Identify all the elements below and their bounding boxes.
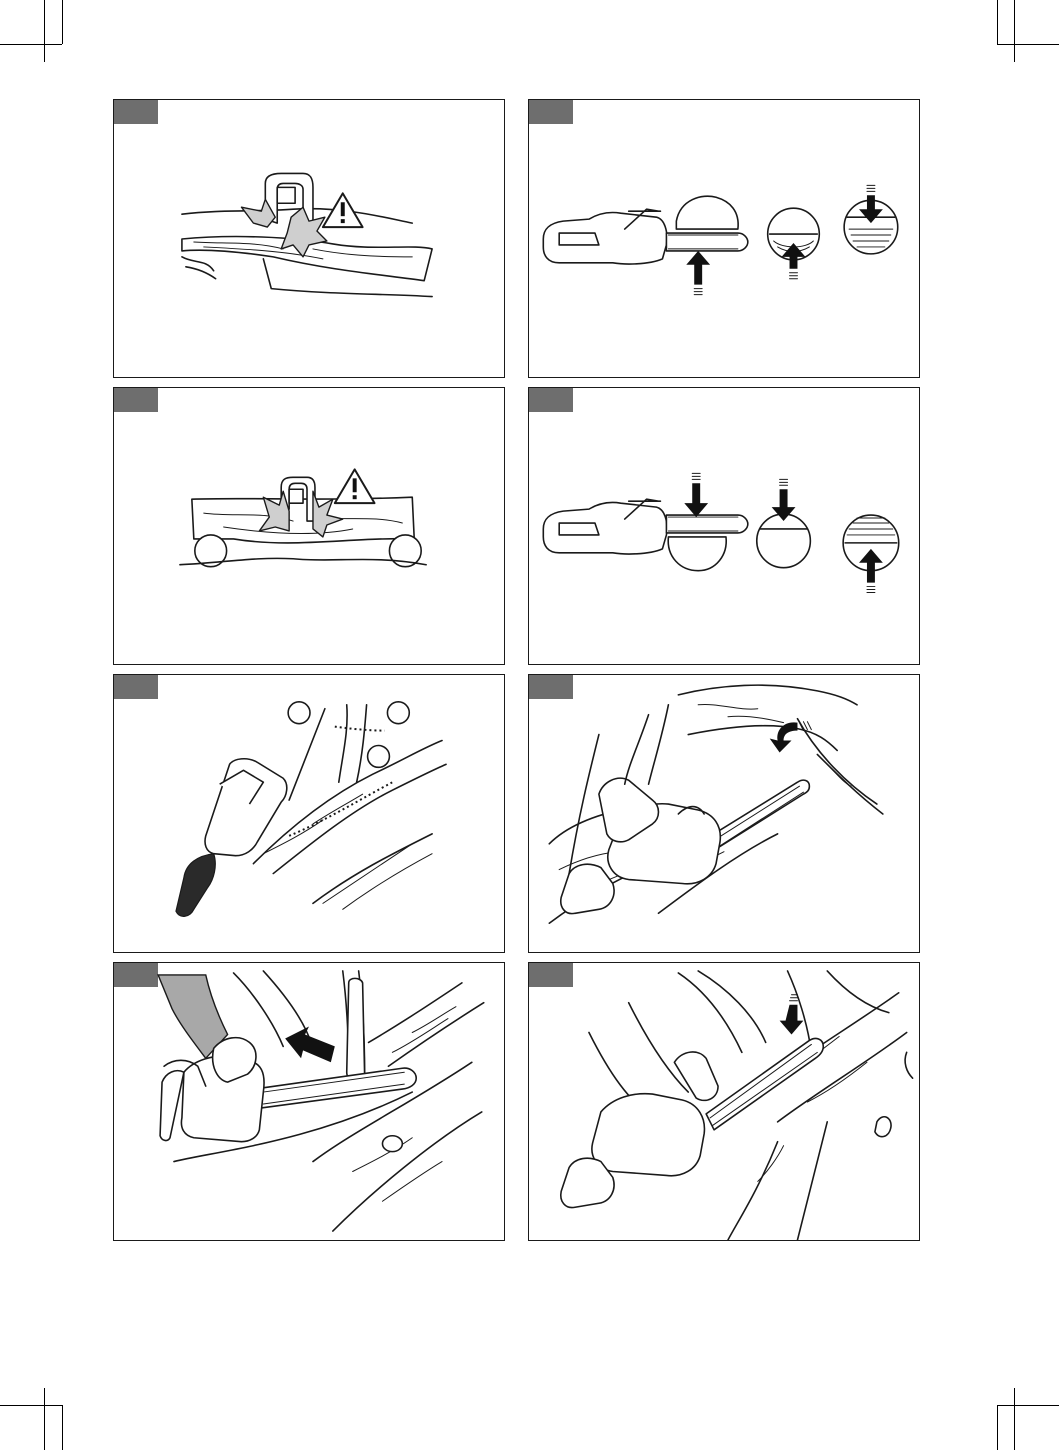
figure-panel-8 (528, 962, 920, 1241)
figure-panel-7 (113, 962, 505, 1241)
crop-mark (62, 0, 63, 44)
step-marker (288, 702, 310, 724)
figure-panel-6 (528, 674, 920, 953)
step-marker (368, 745, 390, 767)
log-section-diagram (757, 514, 811, 568)
crop-mark (997, 44, 1059, 45)
underbuck-limb-illustration (529, 675, 919, 952)
crop-mark (997, 1405, 1059, 1406)
figure-panel-4 (528, 387, 920, 665)
limb-push-illustration (114, 963, 504, 1240)
crop-mark (0, 44, 62, 45)
warning-triangle-icon (335, 469, 375, 503)
crop-mark (997, 0, 998, 44)
pinch-kickback-illustration (114, 100, 504, 377)
cut-direction-arrow-icon (686, 251, 710, 295)
figure-panel-2 (528, 99, 920, 378)
crop-mark (0, 1405, 62, 1406)
cutting-direction-illustration (529, 388, 919, 664)
cut-direction-arrow-icon (684, 473, 708, 517)
step-marker (387, 702, 409, 724)
crop-mark (997, 1405, 998, 1450)
crop-mark (44, 0, 45, 62)
warning-triangle-icon (323, 193, 363, 227)
figure-panel-3 (113, 387, 505, 665)
supported-log-kickback-illustration (114, 388, 504, 664)
crop-mark (44, 1388, 45, 1450)
crop-mark (1014, 1388, 1015, 1450)
crop-mark (62, 1405, 63, 1450)
cut-direction-arrow-icon (285, 1027, 335, 1063)
cutting-direction-illustration (529, 100, 919, 377)
overcut-limb-illustration (529, 963, 919, 1240)
figure-panel-1 (113, 99, 505, 378)
crop-mark (1014, 0, 1015, 62)
figure-panel-5 (113, 674, 505, 953)
limbing-sequence-illustration (114, 675, 504, 952)
